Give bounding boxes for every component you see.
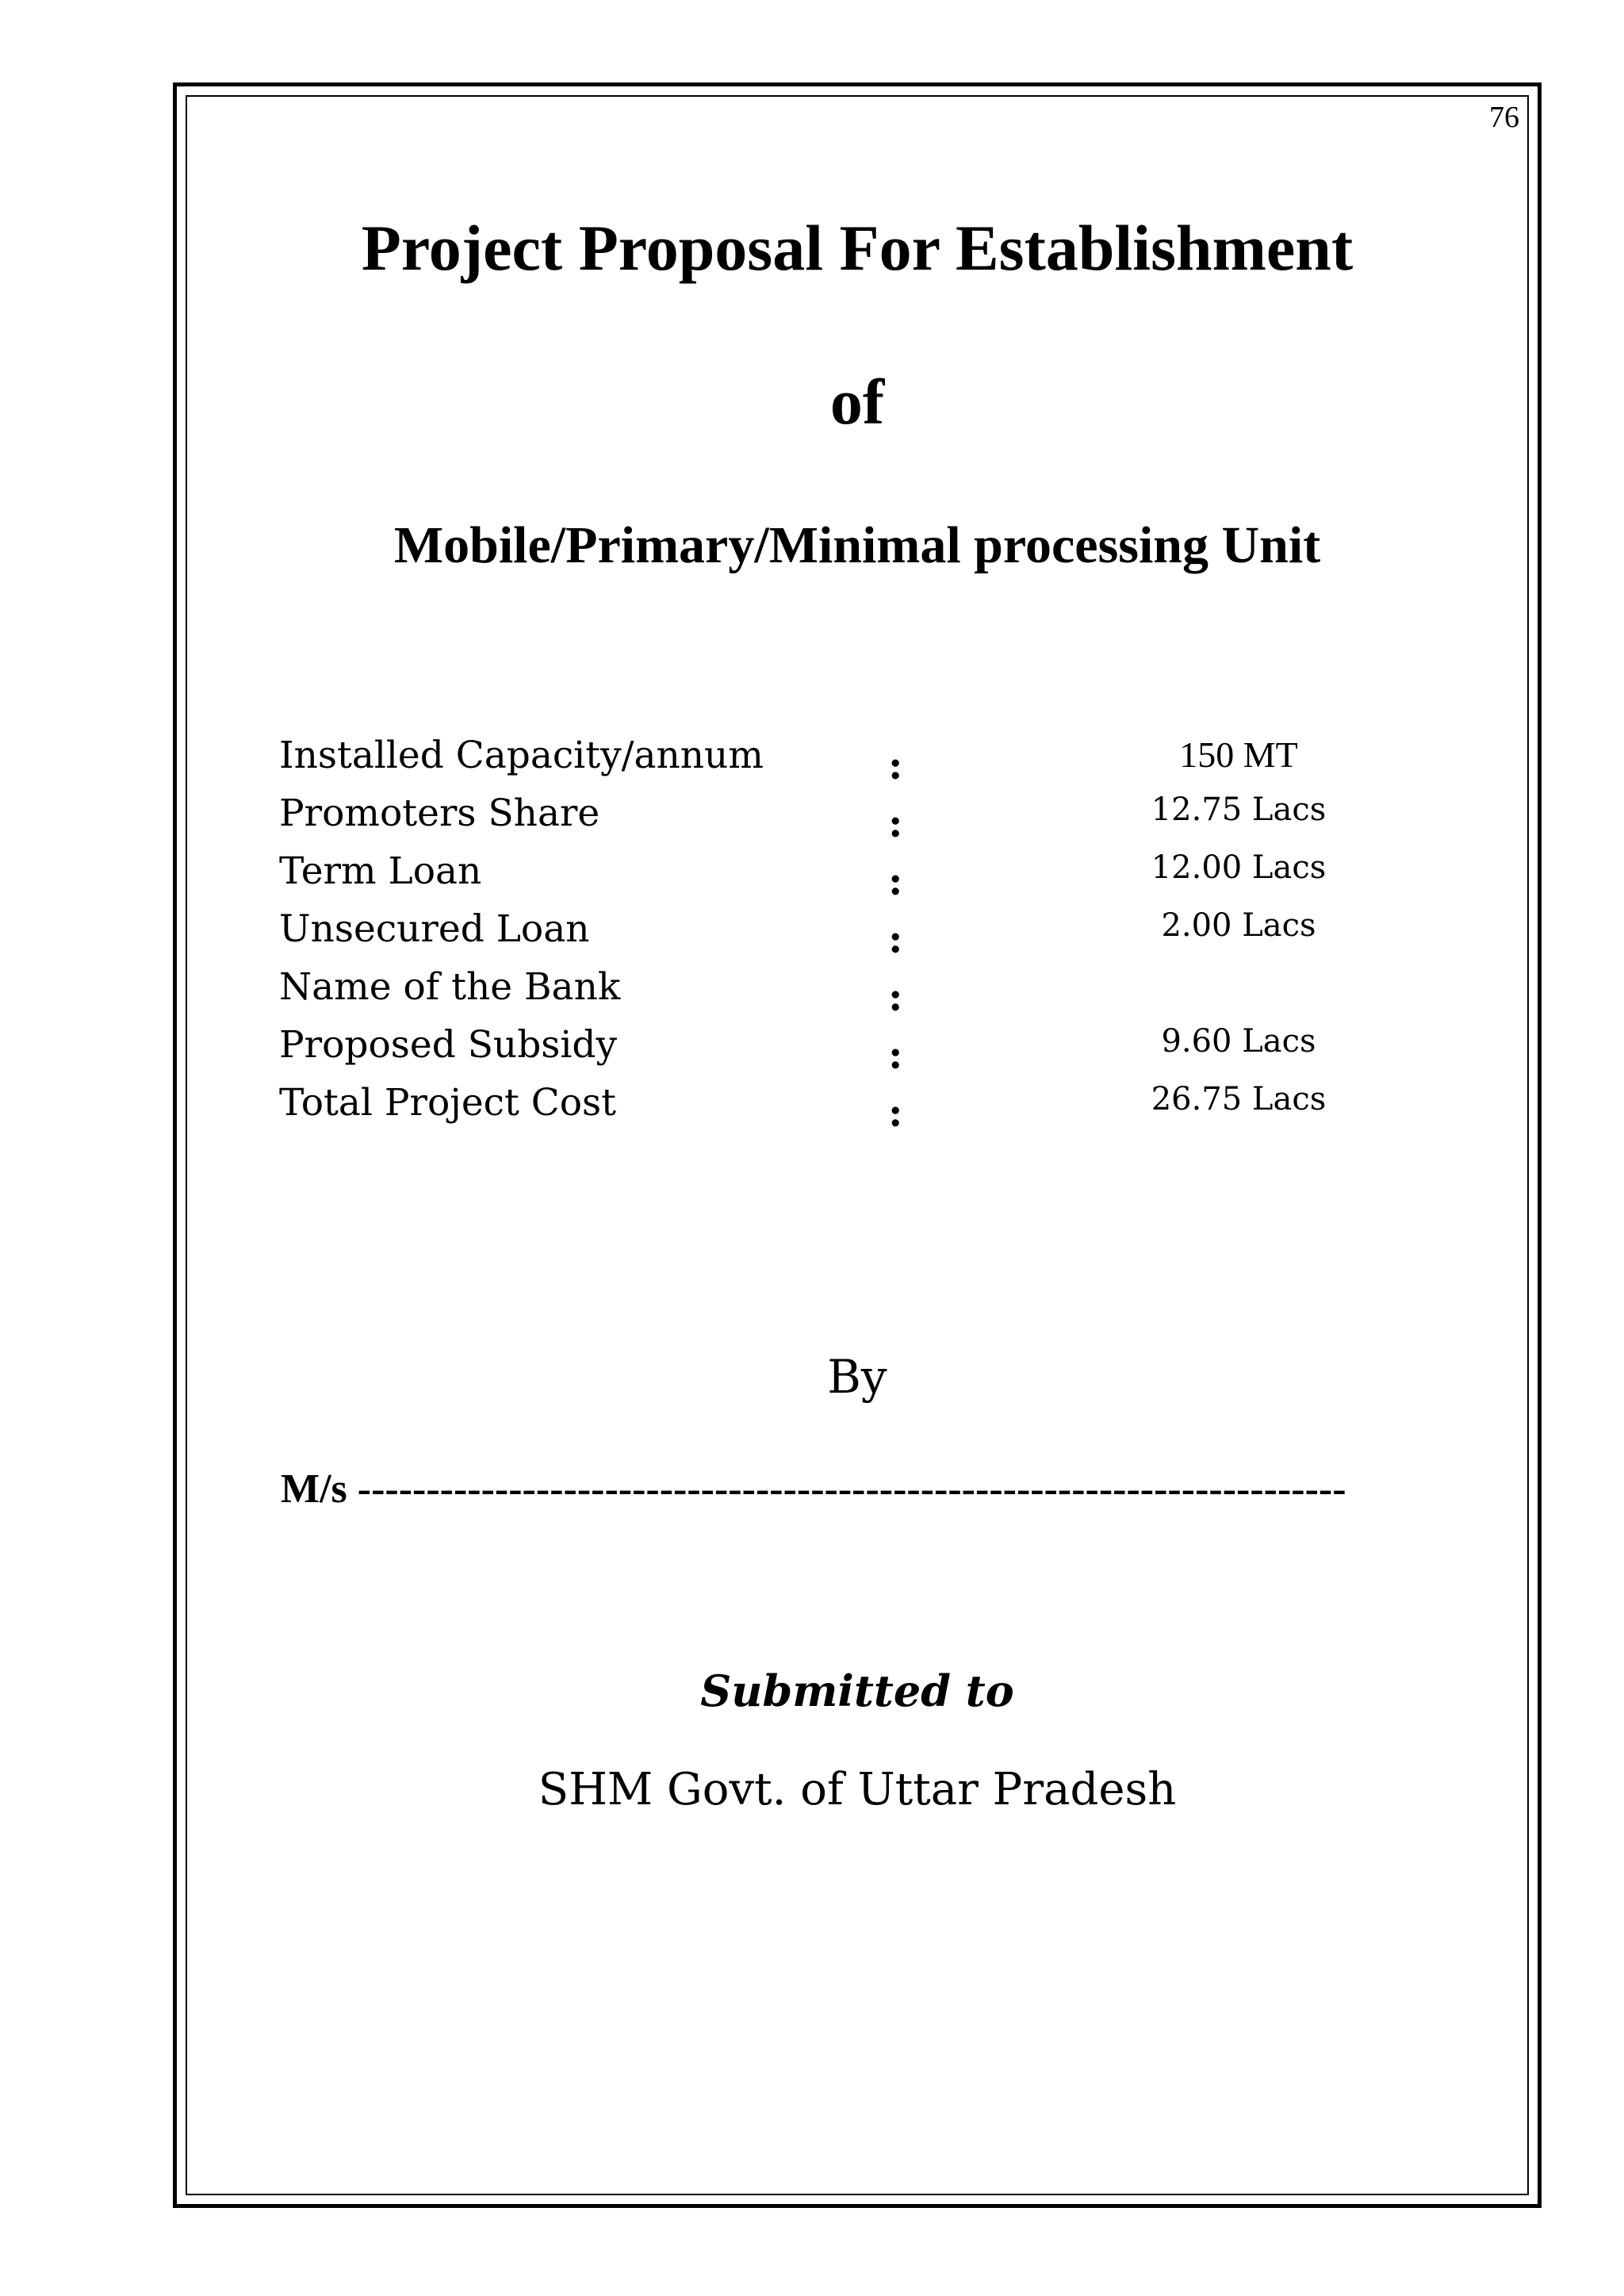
detail-label: Unsecured Loan: [279, 907, 590, 951]
detail-label: Term Loan: [279, 849, 482, 893]
detail-row-unsecured-loan: [279, 907, 1389, 963]
detail-row-total-project-cost: [279, 1081, 1389, 1137]
detail-value: 12.75 Lacs: [1151, 792, 1327, 828]
detail-value: 9.60 Lacs: [1161, 1023, 1316, 1060]
detail-value: 2.00 Lacs: [1161, 907, 1316, 944]
detail-label: Name of the Bank: [279, 965, 621, 1009]
detail-colon: :: [888, 857, 903, 904]
submitted-to-organization: SHM Govt. of Uttar Pradesh: [538, 1764, 1177, 1815]
detail-label: Installed Capacity/annum: [279, 734, 764, 777]
detail-row-proposed-subsidy: [279, 1023, 1389, 1079]
detail-colon: :: [888, 915, 903, 962]
detail-row-term-loan: [279, 849, 1389, 905]
detail-value: 150 MT: [1179, 734, 1298, 775]
detail-value: 26.75 Lacs: [1151, 1081, 1327, 1117]
detail-colon: :: [888, 742, 903, 788]
detail-row-promoters-share: [279, 792, 1389, 847]
detail-label: Promoters Share: [279, 792, 600, 835]
detail-value: 12.00 Lacs: [1151, 849, 1327, 886]
page-number: 76: [1489, 101, 1519, 134]
detail-row-bank-name: [279, 965, 1389, 1021]
title-line-2: of: [829, 366, 885, 438]
title-line-3: Mobile/Primary/Minimal processing Unit: [393, 516, 1321, 574]
title-line-1: Project Proposal For Establishment: [361, 212, 1354, 284]
company-name-line: M/s ------------------------------------------------------------------------: [281, 1466, 1346, 1512]
detail-colon: :: [888, 1089, 903, 1136]
detail-label: Proposed Subsidy: [279, 1023, 618, 1067]
detail-colon: :: [888, 799, 903, 846]
detail-colon: :: [888, 973, 903, 1020]
detail-row-installed-capacity: [279, 734, 1389, 789]
detail-label: Total Project Cost: [279, 1081, 617, 1125]
submitted-to-label: Submitted to: [700, 1665, 1014, 1716]
detail-colon: :: [888, 1031, 903, 1078]
by-label: By: [827, 1350, 887, 1404]
